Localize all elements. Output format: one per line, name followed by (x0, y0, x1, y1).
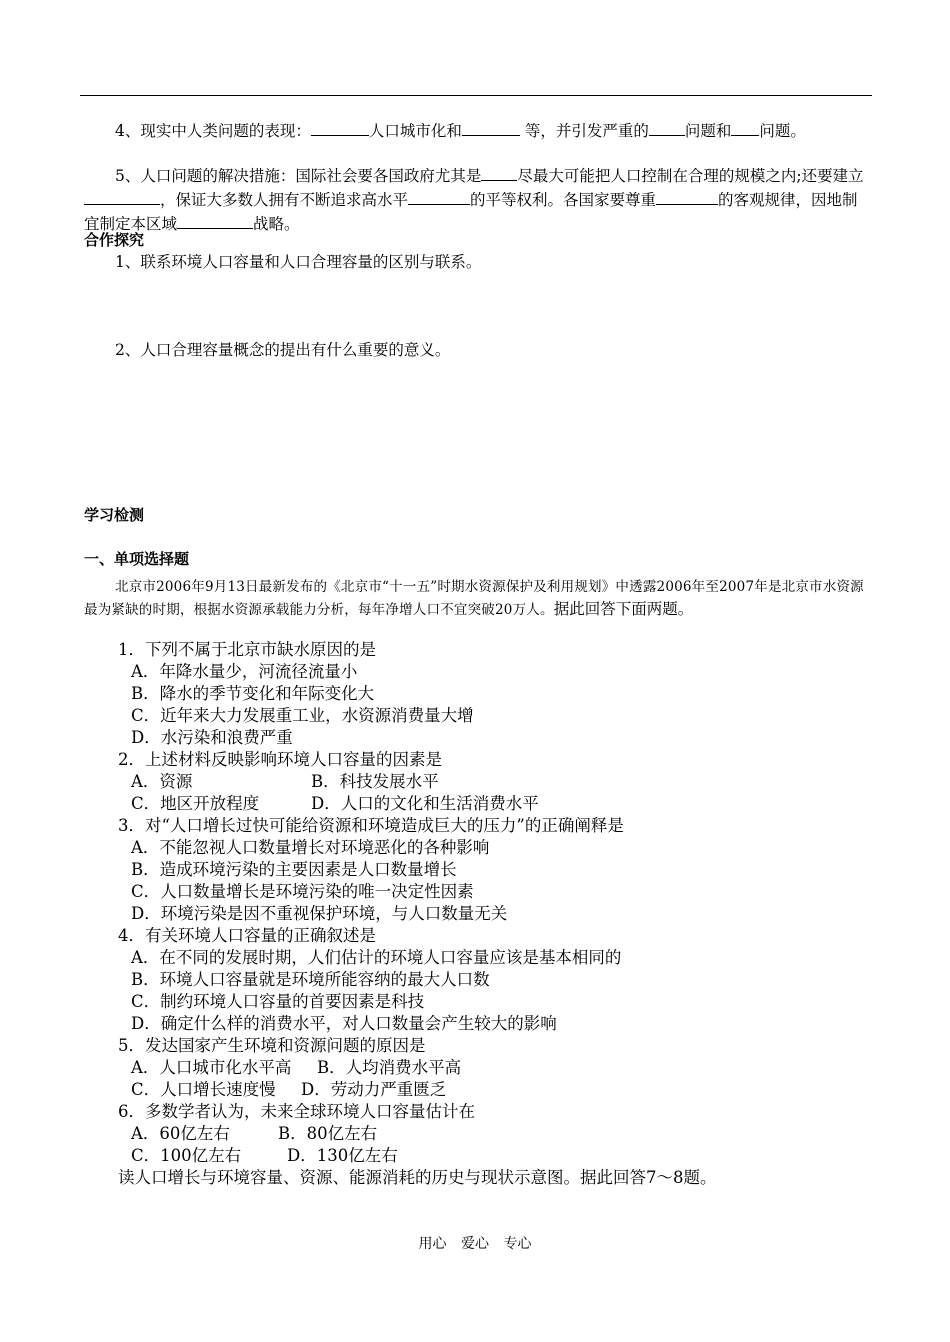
item-4-text: 等，并引发严重的 (519, 122, 649, 140)
option: C．人口数量增长是环境污染的唯一决定性因素 (131, 882, 474, 901)
option: D．环境污染是因不重视保护环境，与人口数量无关 (131, 904, 508, 923)
option: A．不能忽视人口数量增长对环境恶化的各种影响 (131, 838, 490, 857)
answer-blank (731, 119, 759, 136)
option: B．降水的季节变化和年际变化大 (131, 684, 375, 703)
item-4-prefix: 4、现实中人类问题的表现： (115, 122, 311, 140)
option: B．人均消费水平高 (317, 1058, 462, 1077)
option: A．在不同的发展时期，人们估计的环境人口容量应该是基本相同的 (131, 948, 622, 967)
option: D．人口的文化和生活消费水平 (311, 794, 539, 813)
question-3: 3．对“人口增长过快可能给资源和环境造成巨大的压力”的正确阐释是 (118, 816, 624, 835)
option: B．造成环境污染的主要因素是人口数量增长 (131, 860, 457, 879)
item-4-text: 问题和 (684, 122, 732, 140)
question-2: 2．上述材料反映影响环境人口容量的因素是 (118, 750, 442, 769)
section-heading: 一、单项选择题 (84, 550, 190, 568)
cooperation-question-2: 2、人口合理容量概念的提出有什么重要的意义。 (115, 341, 451, 359)
option: C．100亿左右 (131, 1146, 242, 1165)
item-5-text: 尽最大可能把人口控制在合理的规模之内;还要建立 (517, 167, 864, 185)
passage-text: 北京市2006年9月13日最新发布的《北京市“十一五”时期水资源保护及利用规划》中透露2006年至2007年是北京市水资源最为紧缺的时期，根据水资源承载能力分析，每年净增人口不宜突破20万人。 (84, 579, 864, 618)
answer-blank (408, 188, 470, 205)
answer-blank (311, 119, 369, 136)
item-5-prefix: 5、人口问题的解决措施：国际社会要各国政府尤其是 (115, 167, 482, 185)
answer-blank (656, 188, 718, 205)
answer-blank (481, 164, 517, 181)
option: B．80亿左右 (278, 1124, 378, 1143)
question-5: 5．发达国家产生环境和资源问题的原因是 (118, 1036, 426, 1055)
answer-blank (649, 119, 685, 136)
option: D．劳动力严重匮乏 (301, 1080, 447, 1099)
question-1: 1．下列不属于北京市缺水原因的是 (118, 640, 376, 659)
answer-blank (177, 212, 253, 229)
item-4-text: 问题。 (759, 122, 806, 140)
item-5-text: ，保证大多数人拥有不断追求高水平 (160, 191, 409, 209)
option: C．制约环境人口容量的首要因素是科技 (131, 992, 425, 1011)
item-4 (84, 119, 870, 143)
item-5-text: 的平等权利。各国家要尊重 (470, 191, 657, 209)
closing-instruction: 读人口增长与环境容量、资源、能源消耗的历史与现状示意图。据此回答7～8题。 (118, 1168, 717, 1187)
cooperation-heading: 合作探究 (84, 231, 145, 249)
question-6: 6．多数学者认为，未来全球环境人口容量估计在 (118, 1102, 475, 1121)
option: A．60亿左右 (131, 1124, 230, 1143)
option: D．130亿左右 (287, 1146, 398, 1165)
option: A．资源 (131, 772, 193, 791)
option: C．近年来大力发展重工业，水资源消费量大增 (131, 706, 474, 725)
option: D．确定什么样的消费水平，对人口数量会产生较大的影响 (131, 1014, 557, 1033)
option: C．人口增长速度慢 (131, 1080, 276, 1099)
item-5-text: 战略。 (253, 215, 300, 233)
header-rule (80, 95, 872, 96)
answer-blank (462, 119, 520, 136)
passage-text: 据此回答下面两题。 (553, 600, 694, 618)
option: A．人口城市化水平高 (131, 1058, 292, 1077)
question-4: 4．有关环境人口容量的正确叙述是 (118, 926, 376, 945)
answer-blank (84, 188, 160, 205)
option: A．年降水量少，河流径流量小 (131, 662, 358, 681)
item-4-text: 人口城市化和 (368, 122, 462, 140)
item-5 (84, 164, 870, 236)
page-footer: 用心 爱心 专心 (418, 1236, 532, 1252)
option: B．环境人口容量就是环境所能容纳的最大人口数 (131, 970, 490, 989)
passage (84, 575, 870, 621)
option: B．科技发展水平 (311, 772, 439, 791)
option: D．水污染和浪费严重 (131, 728, 293, 747)
test-heading: 学习检测 (84, 506, 145, 524)
item-5-text: 的客观规律，因地制宜制定本区域 (84, 191, 858, 233)
cooperation-question-1: 1、联系环境人口容量和人口合理容量的区别与联系。 (115, 253, 482, 271)
option: C．地区开放程度 (131, 794, 260, 813)
